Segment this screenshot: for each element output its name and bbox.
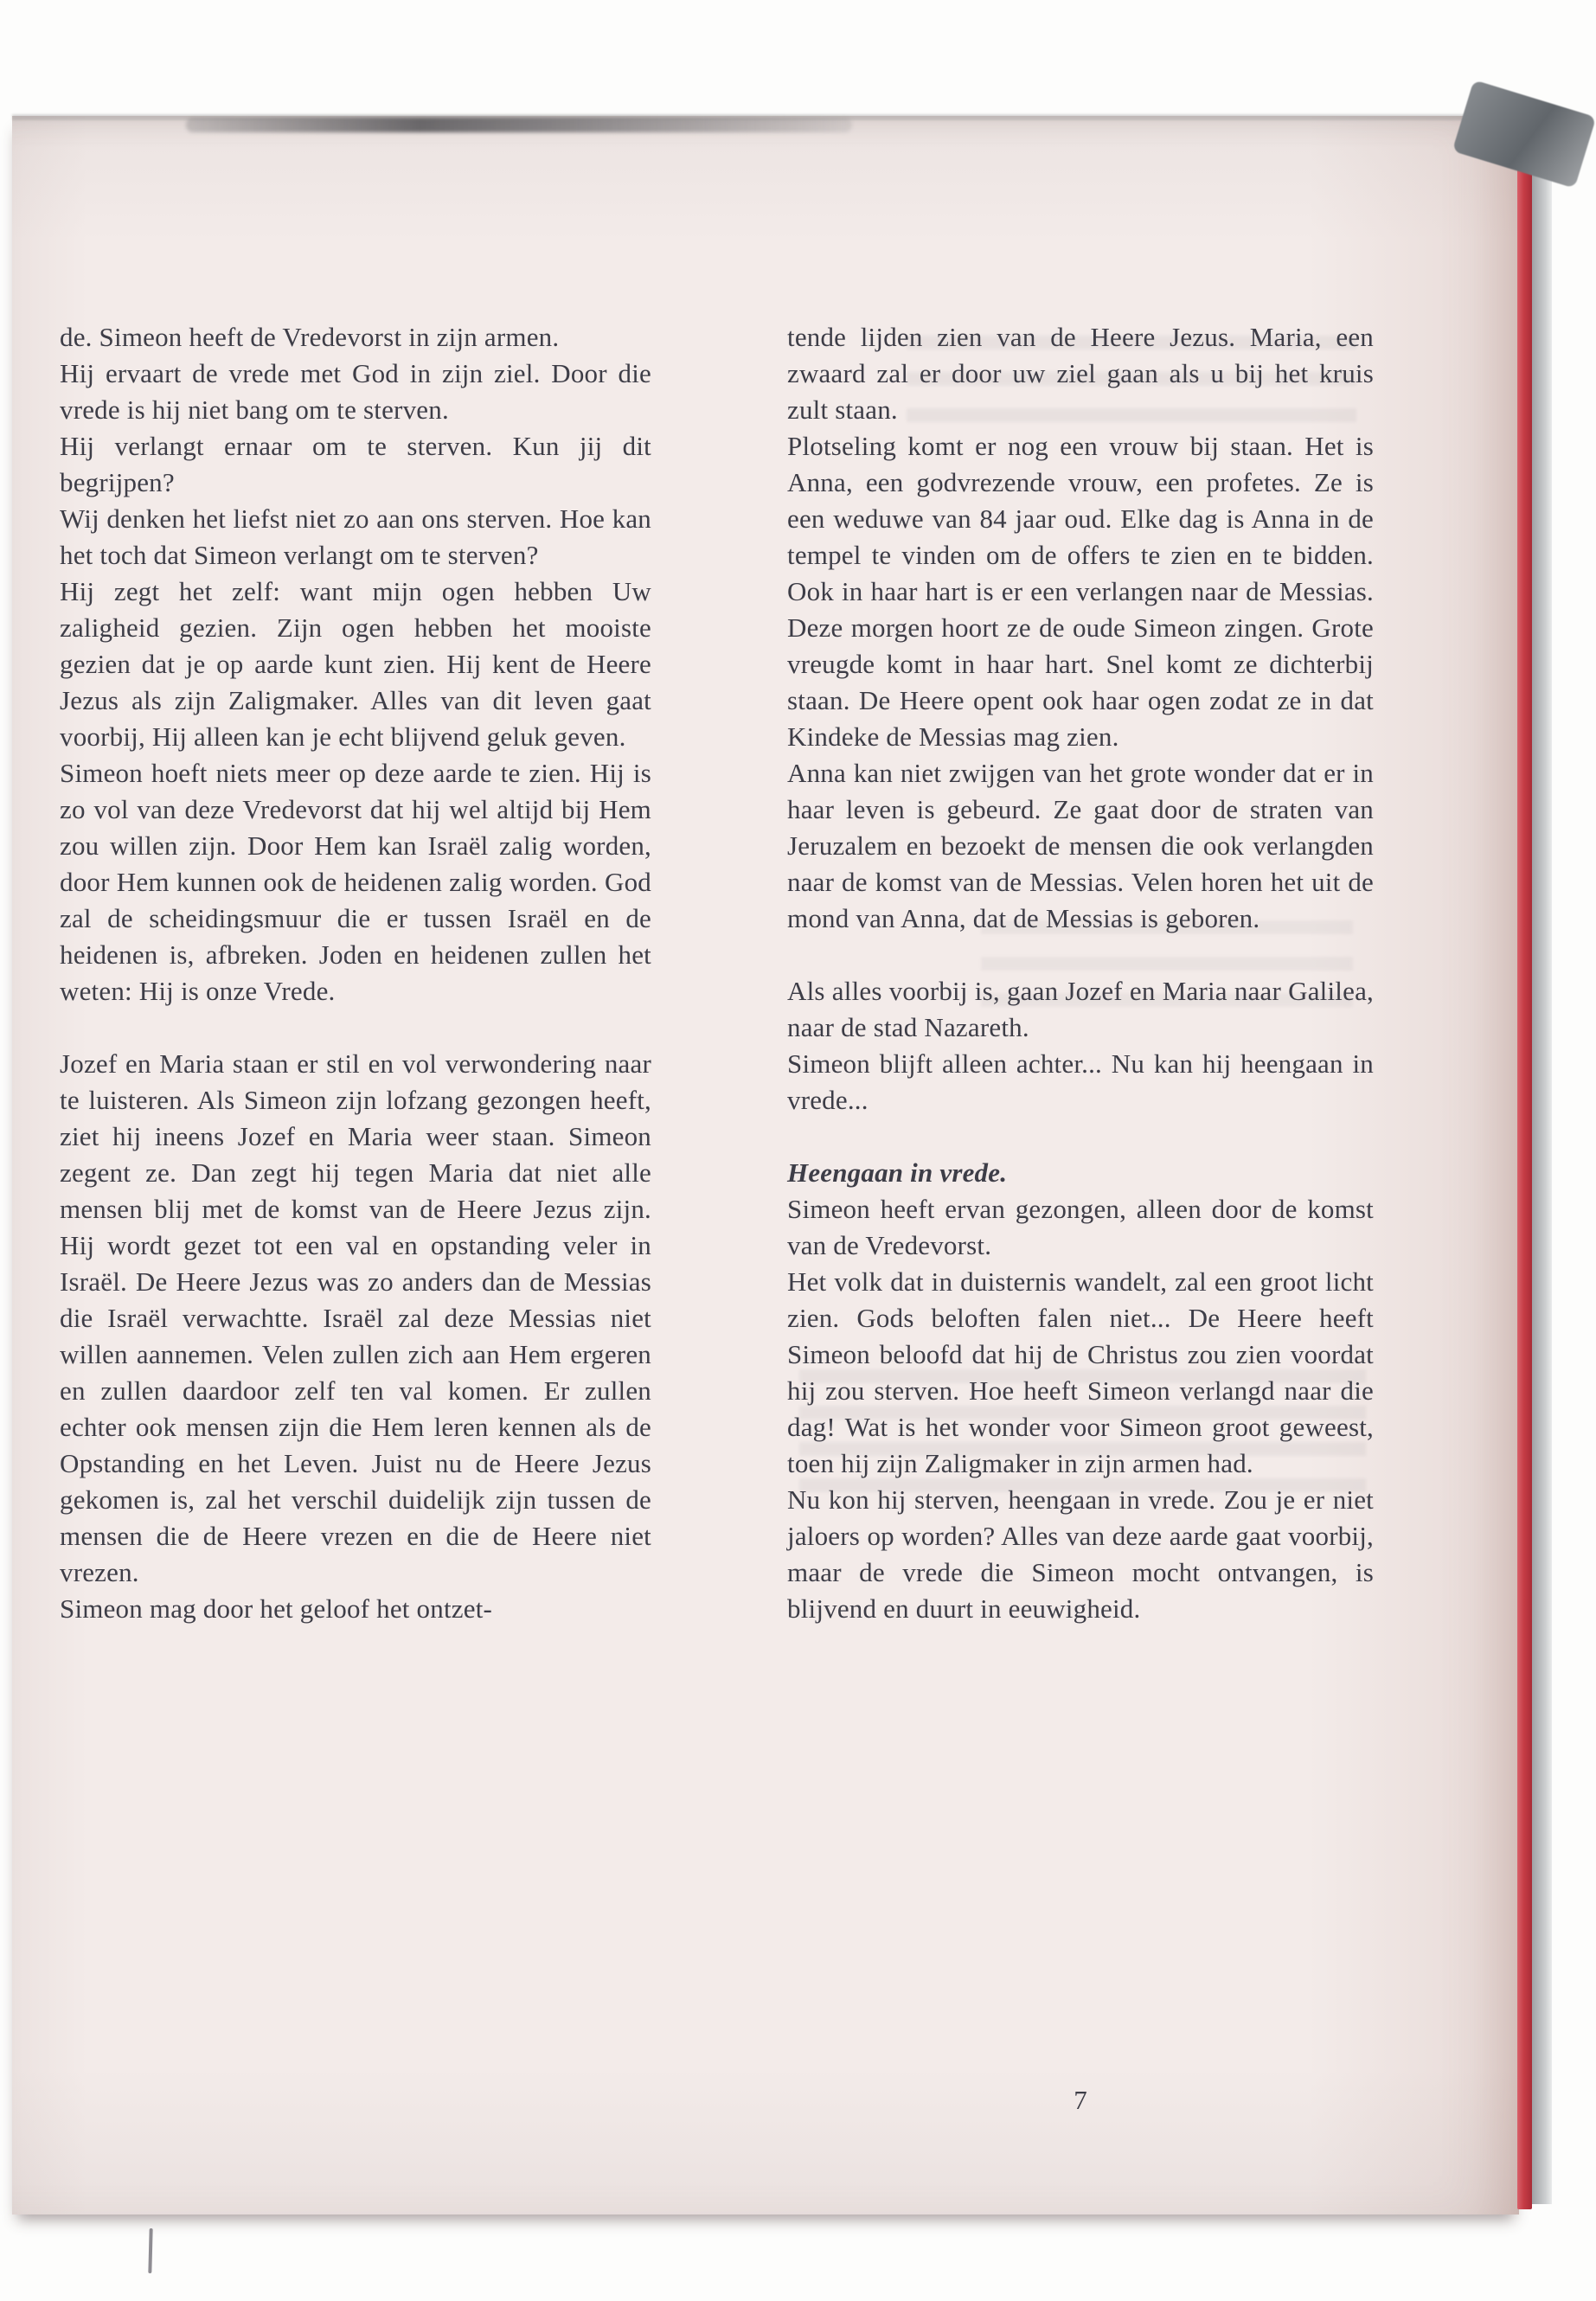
text-column-right — [787, 319, 1374, 1627]
paragraph: Simeon hoeft niets meer op deze aarde te zien. Hij is zo vol van deze Vredevorst dat hij wel altijd bij Hem zou willen zijn. Door Hem kan Israël zalig worden, door Hem kunnen ook de heidenen zalig worden. God zal de scheidingsmuur die er tussen Israël en de heidenen is, afbreken. Joden en heidenen zullen het weten: Hij is onze Vrede. — [60, 758, 651, 1006]
paragraph: Hij ervaart de vrede met God in zijn ziel. Door die vrede is hij niet bang om te sterven. — [60, 358, 651, 425]
paragraph: Als alles voorbij is, gaan Jozef en Maria naar Galilea, naar de stad Nazareth. — [787, 976, 1374, 1042]
paragraph: Simeon blijft alleen achter... Nu kan hij heengaan in vrede... — [787, 1048, 1374, 1115]
scan-artifact-tick — [148, 2228, 152, 2273]
paragraph: Nu kon hij sterven, heengaan in vrede. Zou je er niet jaloers op worden? Alles van deze aarde gaat voorbij, maar de vrede die Simeon mocht ontvangen, is blijvend en duurt in eeuwigheid. — [787, 1484, 1374, 1624]
book-page — [12, 116, 1519, 2214]
paragraph: tende lijden zien van de Heere Jezus. Maria, een zwaard zal er door uw ziel gaan als u bij het kruis zult staan. — [787, 322, 1374, 425]
paragraph: de. Simeon heeft de Vredevorst in zijn armen. — [60, 322, 560, 352]
paragraph: Simeon heeft ervan gezongen, alleen door de komst van de Vredevorst. — [787, 1194, 1374, 1260]
scan-artifact-smudge — [186, 118, 852, 132]
paragraph: Jozef en Maria staan er stil en vol verwondering naar te luisteren. Als Simeon zijn lofzang gezongen heeft, ziet hij ineens Jozef en Maria weer staan. Simeon zegent ze. Dan zegt hij tegen Maria dat niet alle mensen blij met de komst van de Heere Jezus zijn. Hij wordt gezet tot een val en opstanding veler in Israël. De Heere Jezus was zo anders dan de Messias die Israël verwachtte. Israël zal deze Messias niet willen aannemen. Velen zullen zich aan Hem ergeren en zullen daardoor zelf ten val komen. Er zullen echter ook mensen zijn die Hem leren kennen als de Opstanding en het Leven. Juist nu de Heere Jezus gekomen is, zal het verschil duidelijk zijn tussen de mensen die de Heere vrezen en die de Heere niet vrezen. — [60, 1048, 651, 1587]
section-heading: Heengaan in vrede. — [787, 1157, 1008, 1188]
paragraph: Simeon mag door het geloof het ontzet- — [60, 1593, 493, 1624]
paragraph: Anna kan niet zwijgen van het grote wonder dat er in haar leven is gebeurd. Ze gaat door de straten van Jeruzalem en bezoekt de mensen die ook verlangden naar de komst van de Messias. Velen horen het uit de mond van Anna, dat de Messias is geboren. — [787, 758, 1374, 933]
paragraph: Hij verlangt ernaar om te sterven. Kun jij dit begrijpen? — [60, 431, 651, 497]
paragraph: Plotseling komt er nog een vrouw bij staan. Het is Anna, een godvrezende vrouw, een profetes. Ze is een weduwe van 84 jaar oud. Elke dag is Anna in de tempel te vinden om de offers te zien en te bidden. Ook in haar hart is er een verlangen naar de Messias. Deze morgen hoort ze de oude Simeon zingen. Grote vreugde komt in haar hart. Snel komt ze dichterbij staan. De Heere opent ook haar ogen zodat ze in dat Kindeke de Messias mag zien. — [787, 431, 1374, 752]
book-binding-edge — [1517, 121, 1532, 2209]
paragraph: Hij zegt het zelf: want mijn ogen hebben Uw zaligheid gezien. Zijn ogen hebben het mooiste gezien dat je op aarde kunt zien. Hij kent de Heere Jezus als zijn Zaligmaker. Alles van dit leven gaat voorbij, Hij alleen kan je echt blijvend geluk geven. — [60, 576, 651, 752]
paragraph: Het volk dat in duisternis wandelt, zal een groot licht zien. Gods beloften falen niet... De Heere heeft Simeon beloofd dat hij de Christus zou zien voordat hij zou sterven. Hoe heeft Simeon verlangd naar die dag! Wat is het wonder voor Simeon groot geweest, toen hij zijn Zaligmaker in zijn armen had. — [787, 1266, 1374, 1478]
page-number: 7 — [1074, 2085, 1087, 2115]
paragraph: Wij denken het liefst niet zo aan ons sterven. Hoe kan het toch dat Simeon verlangt om te sterven? — [60, 503, 651, 570]
book-cover-edge — [1532, 131, 1552, 2204]
text-column-left — [60, 319, 651, 1627]
